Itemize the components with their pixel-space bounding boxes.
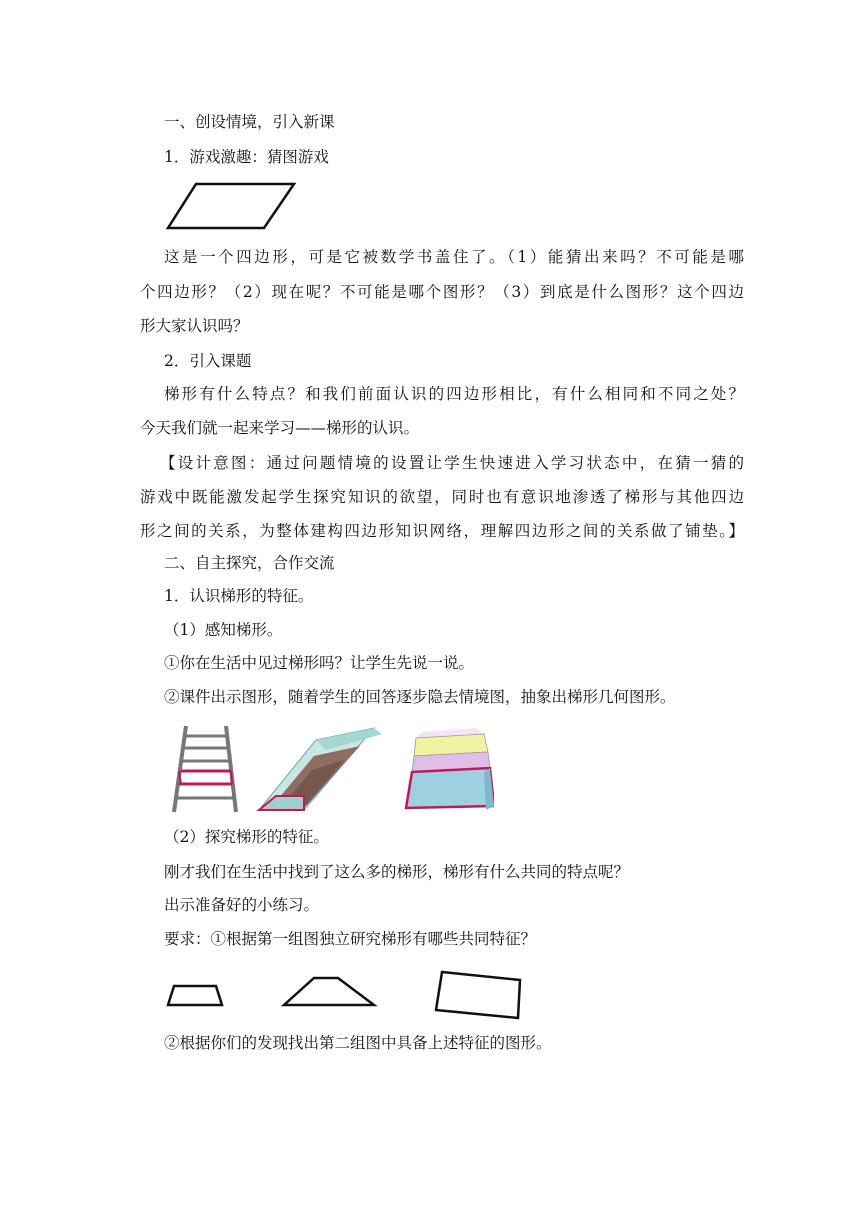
trapezoid-shape-1 — [168, 986, 222, 1005]
design-intent-line-2: 游戏中既能激发起学生探究知识的欲望，同时也有意识地渗透了梯形与其他四边 — [140, 488, 744, 506]
paragraph-exercise: 出示准备好的小练习。 — [164, 896, 320, 914]
ladder-image — [174, 726, 236, 812]
paragraph-guess-line-3: 形大家认识吗？ — [140, 317, 249, 335]
section-heading-2: 二、自主探究，合作交流 — [164, 554, 335, 572]
paragraph-topic-line-2: 今天我们就一起来学习——梯形的认识。 — [140, 419, 420, 437]
requirement-2: ②根据你们的发现找出第二组图中具备上述特征的图形。 — [164, 1034, 552, 1052]
sub-explore: （2）探究梯形的特征。 — [164, 828, 329, 846]
design-intent-line-1: 【设计意图：通过问题情境的设置让学生快速进入学习状态中，在猜一猜的 — [160, 454, 744, 472]
sub-perceive: （1）感知梯形。 — [164, 621, 283, 639]
section-heading-1: 一、创设情境，引入新课 — [164, 113, 335, 131]
trapezoid-group-1 — [164, 968, 528, 1024]
requirement-1: 要求：①根据第一组图独立研究梯形有哪些共同特征？ — [164, 930, 537, 948]
paragraph-common-features: 刚才我们在生活中找到了这么多的梯形，梯形有什么共同的特点呢？ — [164, 863, 630, 881]
paragraph-topic-line-1: 梯形有什么特点？和我们前面认识的四边形相比，有什么相同和不同之处？ — [164, 385, 744, 403]
item-trapezoid-features: 1．认识梯形的特征。 — [164, 587, 314, 605]
parallelogram-figure — [164, 180, 300, 232]
paragraph-guess-line-2: 个四边形？（2）现在呢？不可能是哪个图形？（3）到底是什么图形？这个四边 — [140, 283, 744, 301]
paragraph-guess-line-1: 这是一个四边形，可是它被数学书盖住了。（1）能猜出来吗？不可能是哪 — [164, 248, 744, 266]
vaulting-box-image — [406, 728, 494, 810]
quadrilateral-shape-3 — [436, 972, 520, 1018]
trough-image — [259, 728, 382, 810]
item-game: 1．游戏激趣：猜图游戏 — [164, 148, 329, 166]
step-2: ②课件出示图形，随着学生的回答逐步隐去情境图，抽象出梯形几何图形。 — [164, 688, 676, 706]
trapezoid-scene-images — [164, 720, 494, 816]
step-1: ①你在生活中见过梯形吗？让学生先说一说。 — [164, 654, 475, 672]
item-topic: 2．引入课题 — [164, 352, 252, 370]
design-intent-line-3: 形之间的关系，为整体建构四边形知识网络，理解四边形之间的关系做了铺垫。】 — [140, 522, 744, 540]
trapezoid-shape-2 — [284, 978, 374, 1005]
